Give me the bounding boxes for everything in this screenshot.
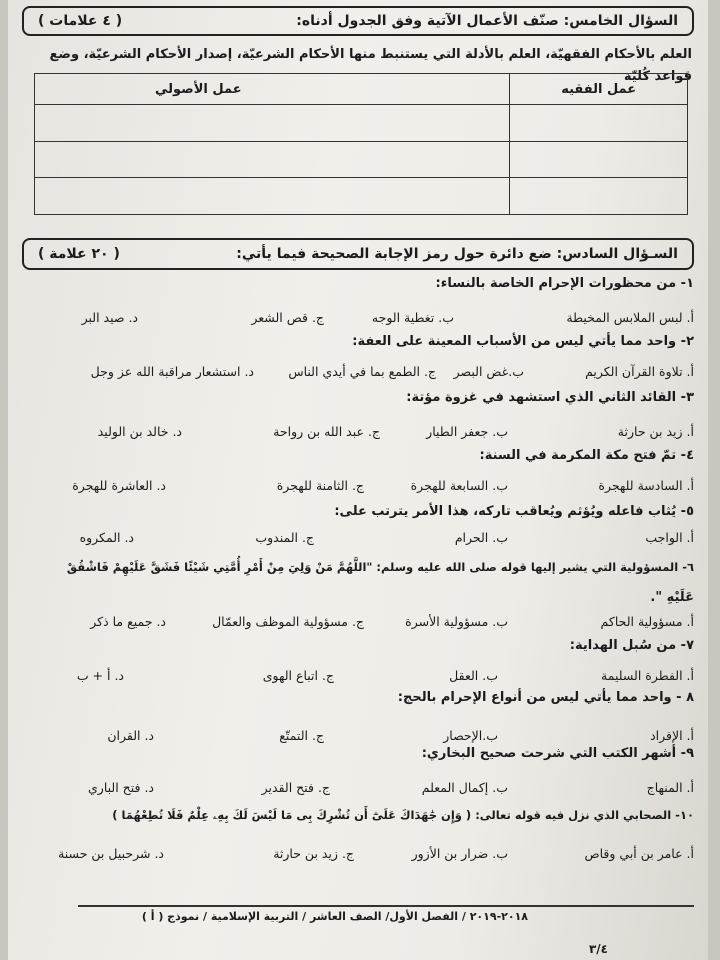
- question-5-title: السؤال الخامس: صنّف الأعمال الآتية وفق الجدول أدناه:: [296, 13, 678, 29]
- option-b[interactable]: ب. العقل: [449, 668, 498, 683]
- table-cell: [510, 105, 688, 142]
- option-b[interactable]: ب. الحرام: [454, 530, 508, 545]
- option-d[interactable]: د. المكروه: [79, 530, 134, 545]
- question-5-marks: ( ٤ علامات ): [38, 13, 123, 29]
- option-c[interactable]: ج. التمتّع: [279, 728, 324, 743]
- option-b[interactable]: ب. إكمال المعلم: [421, 780, 508, 795]
- option-b[interactable]: ب. تغطية الوجه: [371, 310, 454, 325]
- option-a[interactable]: أ. السادسة للهجرة: [598, 478, 694, 493]
- table-cell: [510, 141, 688, 178]
- option-c[interactable]: ج. مسؤولية الموظف والعمّال: [212, 614, 364, 629]
- option-a[interactable]: أ. الفطرة السليمة: [601, 668, 694, 683]
- option-d[interactable]: د. أ + ب: [76, 668, 124, 683]
- question-5-header: [22, 6, 694, 36]
- classification-table: [34, 73, 688, 215]
- table-cell: [35, 141, 510, 178]
- question-1-options: [22, 310, 694, 330]
- option-c[interactable]: ج. المندوب: [255, 530, 314, 545]
- page-number: ٣/٤: [588, 942, 608, 956]
- question-3-text: ٣- القائد الثاني الذي استشهد في غزوة مؤتة:: [406, 390, 694, 405]
- option-d[interactable]: د. العاشرة للهجرة: [72, 478, 166, 493]
- question-6-title: السـؤال السادس: ضع دائرة حول رمز الإجابة الصحيحة فيما يأتي:: [236, 246, 678, 262]
- question-6-text-cont: عَلَيْهِ ".: [650, 590, 694, 605]
- option-b[interactable]: ب.الإحصار: [443, 728, 498, 743]
- table-cell: [35, 105, 510, 142]
- question-4-options: [22, 478, 694, 498]
- question-2-text: ٢- واحد مما يأتي ليس من الأسباب المعينة على العفة:: [352, 334, 694, 349]
- column-usuli: عمل الأصولي: [35, 74, 510, 105]
- question-5-items: العلم بالأحكام الفقهيّة، العلم بالأدلة التي يستنبط منها الأحكام الشرعيّة، إصدار الأحكام الشرعيّة، وضع قواعد كُليّة: [49, 47, 692, 84]
- option-b[interactable]: ب. ضرار بن الأزور: [411, 846, 508, 861]
- option-a[interactable]: أ. المنهاج: [646, 780, 694, 795]
- question-8-text: ٨ - واحد مما يأتي ليس من أنواع الإحرام بالحج:: [397, 690, 694, 705]
- option-c[interactable]: ج. زيد بن حارثة: [273, 846, 354, 861]
- exam-page: [8, 0, 708, 960]
- option-c[interactable]: ج. فتح القدير: [261, 780, 330, 795]
- option-d[interactable]: د. خالد بن الوليد: [97, 424, 182, 439]
- option-c[interactable]: ج. الثامنة للهجرة: [276, 478, 364, 493]
- question-1-text: ١- من محظورات الإحرام الخاصة بالنساء:: [435, 276, 694, 291]
- option-c[interactable]: ج. الطمع بما في أيدي الناس: [288, 364, 436, 379]
- option-d[interactable]: د. استشعار مراقبة الله عز وجل: [90, 364, 254, 379]
- question-2-options: [22, 364, 694, 384]
- question-8-options: [22, 728, 694, 748]
- option-c[interactable]: ج. قص الشعر: [251, 310, 324, 325]
- option-a[interactable]: أ. الواجب: [645, 530, 694, 545]
- option-c[interactable]: ج. عبد الله بن رواحة: [273, 424, 380, 439]
- option-b[interactable]: ب. السابعة للهجرة: [410, 478, 508, 493]
- question-3-options: [22, 424, 694, 444]
- footer-text: ٢٠١٨-٢٠١٩ / الفصل الأول/ الصف العاشر / التربية الإسلامية / نموذج ( أ ): [141, 910, 528, 923]
- table-cell: [510, 178, 688, 215]
- option-a[interactable]: أ. زيد بن حارثة: [617, 424, 694, 439]
- question-4-text: ٤- تمّ فتح مكة المكرمة في السنة:: [479, 448, 694, 463]
- question-7-options: [22, 668, 694, 688]
- option-a[interactable]: أ. مسؤولية الحاكم: [600, 614, 694, 629]
- question-6-text: ٦- المسؤولية التي يشير إليها قوله صلى الله عليه وسلم: "اللَّهُمَّ مَنْ وَلِيَ مِنْ أَمْرِ أُمَّتِي شَيْئًا فَشَقَّ عَلَيْهِمْ فَاشْقُقْ: [66, 560, 694, 574]
- question-9-text: ٩- أشهر الكتب التي شرحت صحيح البخاري:: [421, 746, 694, 761]
- option-d[interactable]: د. فتح الباري: [88, 780, 154, 795]
- option-b[interactable]: ب. جعفر الطيار: [426, 424, 508, 439]
- question-7-text: ٧- من سُبل الهداية:: [569, 638, 694, 653]
- option-b[interactable]: ب. مسؤولية الأسرة: [405, 614, 508, 629]
- question-5-text: ٥- يُثاب فاعله ويُؤثم ويُعاقب تاركه، هذا الأمر يترتب على:: [334, 504, 694, 519]
- column-jurist: عمل الفقيه: [510, 74, 688, 105]
- question-10-text: ١٠- الصحابي الذي نزل فيه قوله تعالى: ( وَإِن جَٰهَدَاكَ عَلَىٰٓ أَن تُشْرِكَ بِى مَا لَيْسَ لَكَ بِهِۦ عِلْمٌ فَلَا تُطِعْهُمَا ): [112, 808, 694, 822]
- question-9-options: [22, 780, 694, 800]
- question-5-options: [22, 530, 694, 550]
- table-cell: [35, 178, 510, 215]
- option-a[interactable]: أ. عامر بن أبي وقاص: [584, 846, 694, 861]
- option-d[interactable]: د. جميع ما ذكر: [90, 614, 166, 629]
- question-6-header: [22, 238, 694, 270]
- footer-divider: [78, 905, 694, 907]
- question-6-marks: ( ٢٠ علامة ): [38, 246, 120, 262]
- option-a[interactable]: أ. الإفراد: [650, 728, 694, 743]
- option-d[interactable]: د. صيد البر: [81, 310, 138, 325]
- option-d[interactable]: د. شرحبيل بن حسنة: [58, 846, 164, 861]
- option-b[interactable]: ب.غض البصر: [453, 364, 524, 379]
- option-d[interactable]: د. القران: [107, 728, 154, 743]
- question-10-options: [22, 846, 694, 866]
- option-a[interactable]: أ. لبس الملابس المخيطة: [566, 310, 694, 325]
- question-6-options: [22, 614, 694, 634]
- option-a[interactable]: أ. تلاوة القرآن الكريم: [585, 364, 694, 379]
- option-c[interactable]: ج. اتباع الهوى: [262, 668, 334, 683]
